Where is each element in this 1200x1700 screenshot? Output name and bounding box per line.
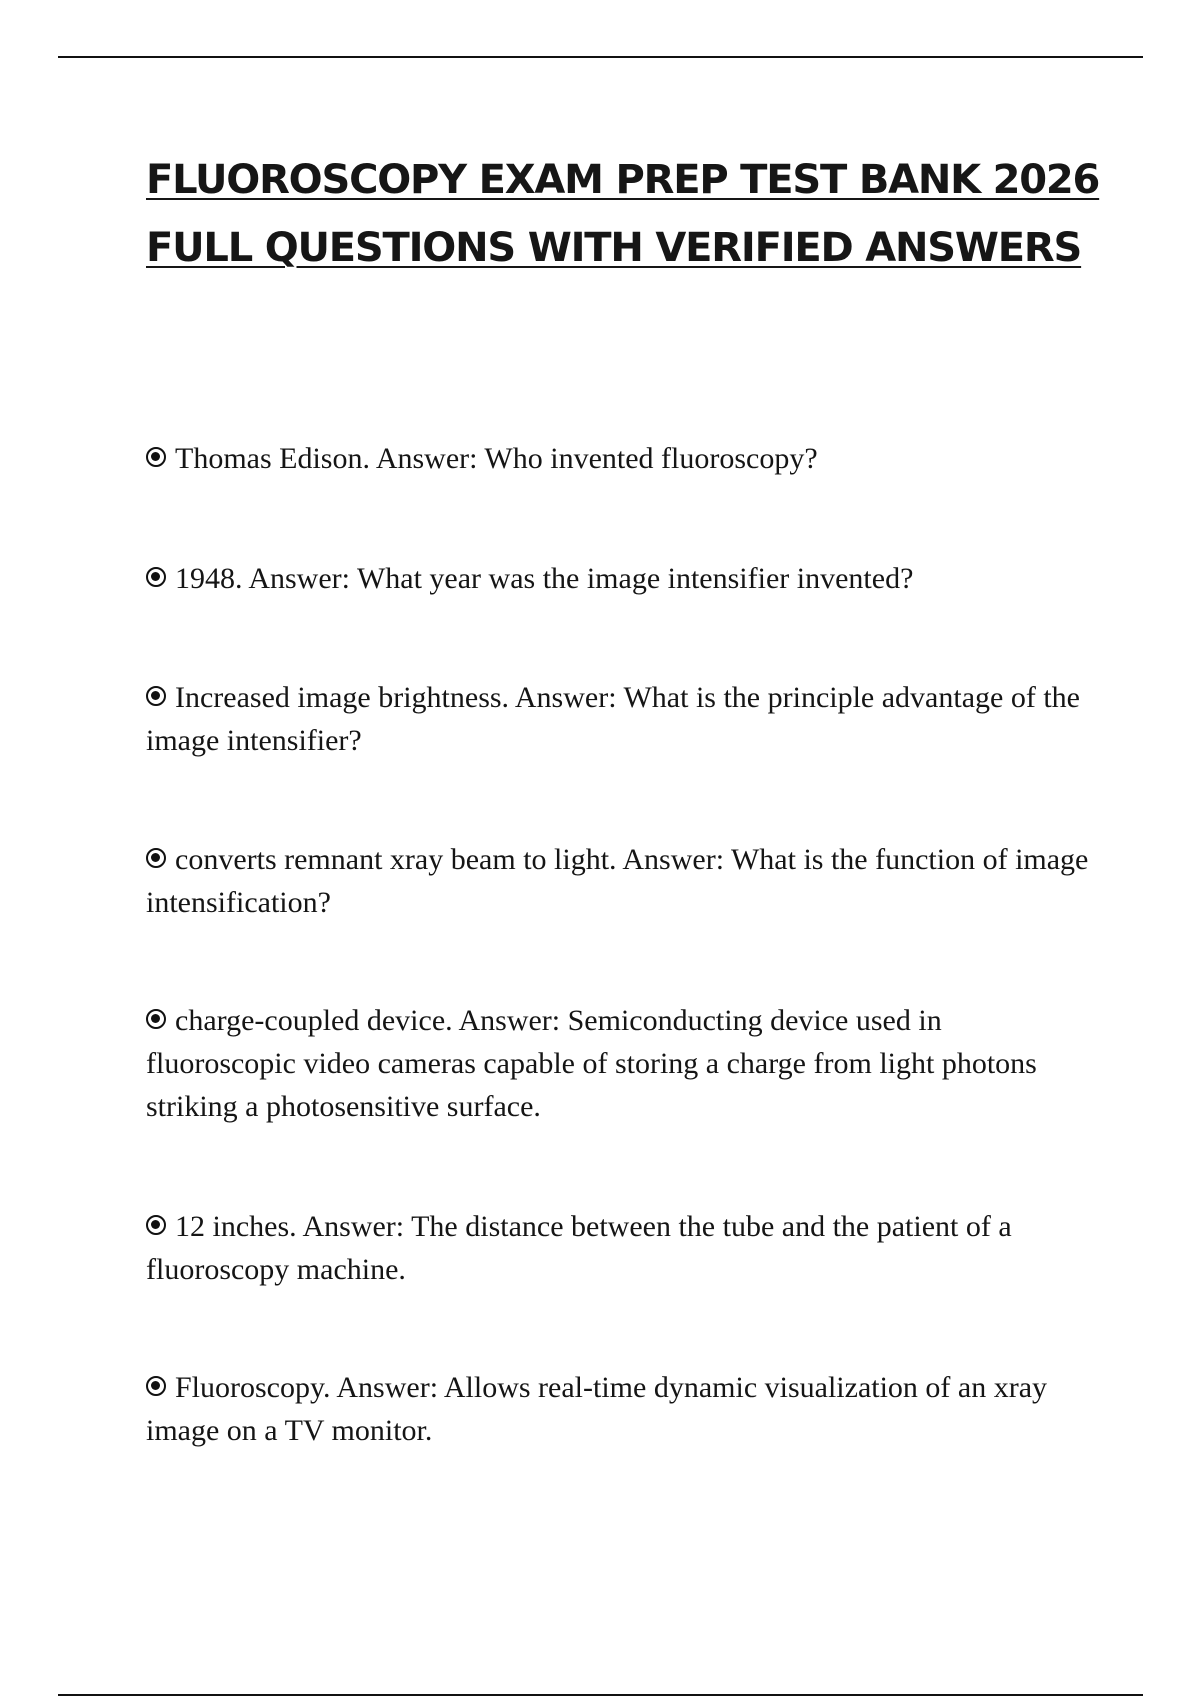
radio-bullet-icon <box>146 567 166 587</box>
qa-item <box>146 1205 1091 1291</box>
radio-bullet-icon <box>146 1009 166 1029</box>
qa-item-text: 1948. Answer: What year was the image intensifier invented? <box>175 562 914 595</box>
qa-item-text: 12 inches. Answer: The distance between the tube and the patient of a fluoroscopy machine. <box>146 1210 1012 1286</box>
qa-item <box>146 676 1091 762</box>
bottom-rule <box>58 1694 1143 1696</box>
radio-bullet-icon <box>146 1215 166 1235</box>
radio-bullet-icon <box>146 1376 166 1396</box>
top-rule <box>58 56 1143 58</box>
qa-item-text: converts remnant xray beam to light. Answer: What is the function of image intensification? <box>146 843 1089 919</box>
qa-item <box>146 838 1091 924</box>
qa-item <box>146 557 1091 600</box>
qa-item <box>146 437 1091 480</box>
title-line-1: FLUOROSCOPY EXAM PREP TEST BANK 2026 <box>146 157 1100 203</box>
qa-item <box>146 1366 1091 1452</box>
qa-item <box>146 999 1091 1128</box>
qa-item-text: Fluoroscopy. Answer: Allows real-time dynamic visualization of an xray image on a TV monitor. <box>146 1371 1048 1447</box>
qa-item-text: Thomas Edison. Answer: Who invented fluoroscopy? <box>175 442 818 475</box>
qa-item-text: Increased image brightness. Answer: What is the principle advantage of the image intensifier? <box>146 681 1080 757</box>
radio-bullet-icon <box>146 686 166 706</box>
radio-bullet-icon <box>146 447 166 467</box>
qa-item-text: charge-coupled device. Answer: Semiconducting device used in fluoroscopic video cameras capable of storing a charge from light photons striking a photosensitive surface. <box>146 1004 1037 1123</box>
document-title <box>146 146 1106 282</box>
radio-bullet-icon <box>146 848 166 868</box>
title-line-2: FULL QUESTIONS WITH VERIFIED ANSWERS <box>146 225 1082 271</box>
